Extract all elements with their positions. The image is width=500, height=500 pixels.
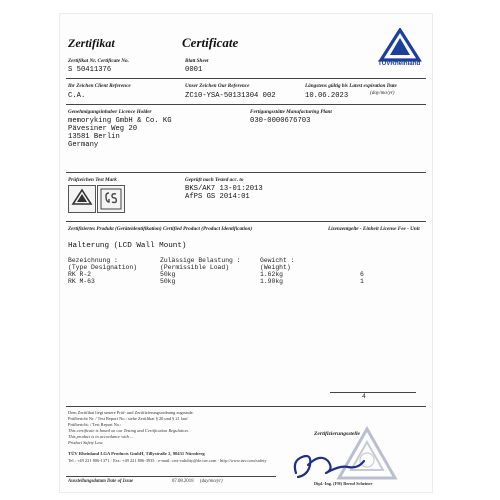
issue-hint: (day/mo/yr) — [200, 479, 223, 484]
col-load-header: Zulässige Belastung : — [160, 257, 241, 264]
client-ref-label: Ihr Zeichen Client Reference — [68, 83, 131, 89]
gs-mark-icon — [98, 186, 124, 212]
standard-2: AfPS GS 2014:01 — [185, 193, 250, 201]
valid-until-hint: (day/mo/yr) — [370, 90, 395, 96]
product-label: Zertifiziertes Produkt (Geräteidentifikation) Certified Product (Product Identification) — [68, 226, 253, 232]
valid-until-value: 10.06.2023 — [305, 92, 349, 100]
footer-line-4: This certificate is based on our Testing and Certification Regulation. — [68, 428, 189, 433]
divider — [66, 476, 276, 477]
signer-name: Dipl.-Ing. (FH) Bernd Scheiner — [314, 481, 373, 486]
holder-label: Genehmigungsinhaber Licence Holder — [68, 109, 152, 115]
footer-line-2: Prüfbericht Nr. / Test Report No.: siehe Zertifikat § 20 und § 21 lauf — [68, 416, 188, 421]
certificate-page — [60, 14, 432, 492]
title-english: Certificate — [182, 35, 239, 50]
holder-line-3: 13581 Berlin — [68, 133, 120, 141]
plant-value: 030-0000676703 — [250, 117, 311, 125]
sheet-label: Blatt Sheet — [185, 58, 209, 64]
fee-total: 4 — [362, 393, 366, 400]
row-2-type: RK M-63 — [68, 278, 95, 285]
test-mark-label: Prüfzeichen Test Mark — [68, 177, 117, 183]
row-1-weight: 1.62kg — [260, 271, 284, 278]
divider — [66, 172, 426, 173]
gs-test-mark — [97, 185, 125, 213]
client-ref-value: C.A. — [68, 92, 86, 100]
our-ref-value: ZC10-YSA-50131304 002 — [185, 92, 276, 100]
row-1-fee: 6 — [360, 271, 364, 278]
row-2-fee: 1 — [360, 278, 364, 285]
holder-line-4: Germany — [68, 141, 99, 149]
holder-line-1: memoryking GmbH & Co. KG — [68, 117, 172, 125]
issue-date: 07.08.2018 — [172, 479, 194, 484]
cert-no-value: S 50411376 — [68, 66, 112, 74]
product-name: Halterung (LCD Wall Mount) — [68, 242, 187, 250]
footer-line-1: Dem Zertifikat liegt unsere Prüf- und Zertifizierungsordnung zugrunde. — [68, 410, 194, 415]
fee-label: Lizenzentgelte - Einheit License Fee - Unit — [328, 226, 420, 232]
divider — [66, 78, 426, 79]
col-weight-header-en: (Weight) — [260, 264, 291, 271]
plant-label: Fertigungsstätte Manufacturing Plant — [250, 109, 332, 115]
title-german: Zertifikat — [68, 36, 115, 50]
sheet-value: 0001 — [185, 66, 203, 74]
tuv-logo — [376, 28, 424, 68]
tuv-mark-icon — [69, 186, 95, 212]
footer-line-6: Product Safety Law. — [68, 440, 104, 445]
col-weight-header: Gewicht : — [260, 257, 295, 264]
divider — [66, 221, 426, 222]
row-2-load: 50kg — [160, 278, 176, 285]
divider — [66, 406, 426, 407]
company-contact: Tel.: +49 221 806-1371 · Fax: +49 221 806-3935 · e-mail: cert-validity@de.tuv.com · http://www.tuv.com/safety — [68, 458, 267, 463]
tuv-test-mark — [68, 185, 96, 213]
col-load-header-en: (Permissible Load) — [160, 264, 230, 271]
tested-label: Geprüft nach Tested acc. to — [185, 177, 244, 183]
fee-total-rule — [330, 392, 416, 393]
our-ref-label: Unser Zeichen Our Reference — [185, 83, 250, 89]
holder-line-2: Pävesiner Weg 20 — [68, 125, 138, 133]
signature — [288, 447, 368, 481]
issue-label: Ausstellungsdatum Date of Issue — [68, 479, 134, 484]
col-type-header: Bezeichnung : — [68, 257, 118, 264]
col-type-header-en: (Type Designation) — [68, 264, 138, 271]
valid-until-label: Längstens gültig bis Latest expiration Date — [305, 83, 397, 89]
company-address: TÜV Rheinland LGA Products GmbH, Tillystraße 2, 90431 Nürnberg — [68, 451, 205, 456]
tuv-logo-text: TÜVRheinland — [378, 60, 421, 67]
standard-1: BKS/AK7 13-01:2013 — [185, 185, 263, 193]
cert-office-label: Zertifizierungsstelle — [314, 431, 360, 437]
cert-no-label: Zertifikat Nr. Certificate No. — [68, 58, 129, 64]
divider — [66, 104, 426, 105]
footer-line-5: This product is in accordance with ... — [68, 434, 134, 439]
row-2-weight: 1.90kg — [260, 278, 284, 285]
footer-line-3: Prüfbericht: / Test Report No.: — [68, 422, 122, 427]
row-1-load: 50kg — [160, 271, 176, 278]
row-1-type: RK R-2 — [68, 271, 92, 278]
